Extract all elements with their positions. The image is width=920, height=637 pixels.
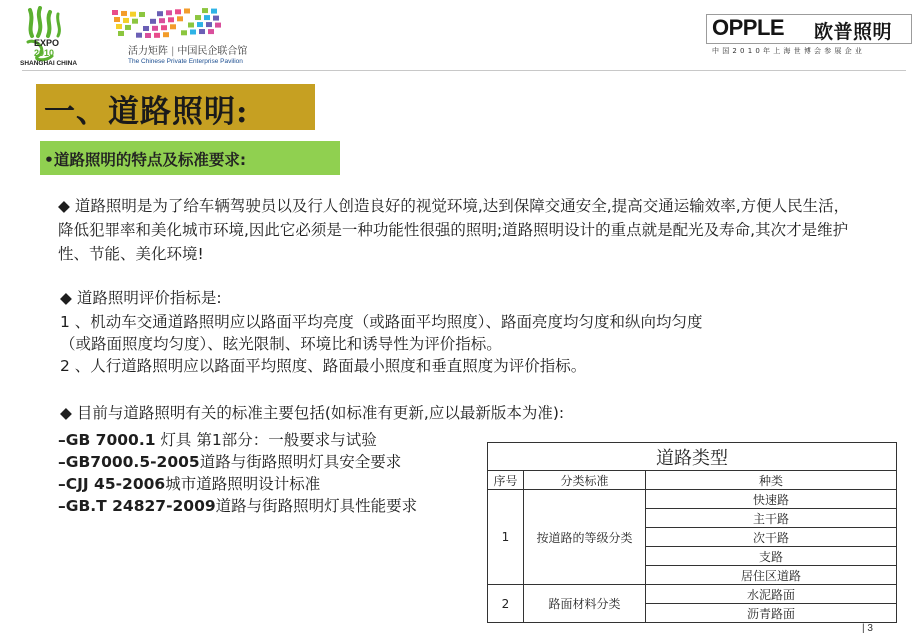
pavilion-dot <box>116 24 122 29</box>
pavilion-dot <box>184 8 190 13</box>
pavilion-name-cn: 活力矩阵 | 中国民企联合馆 <box>128 46 248 57</box>
road-type-table <box>487 442 897 623</box>
evaluation-item-1-cont: （或路面照度均匀度）、眩光限制、环境比和诱导性为评价指标。 <box>60 335 502 353</box>
pavilion-dot <box>139 12 145 17</box>
intro-paragraph: ◆ 道路照明是为了给车辆驾驶员以及行人创造良好的视觉环境,达到保障交通安全,提高交通运输效率,方便人民生活，降低犯罪率和美化城市环境,因此它必须是一种功能性很强的照明;道路照明设计的重点就是配光及寿命,其次才是维护性、节能、美化环境! <box>58 197 850 263</box>
pavilion-dot <box>121 11 127 16</box>
pavilion-dot <box>168 17 174 22</box>
pavilion-dot <box>136 33 142 38</box>
standard-item: –GB7000.5-2005道路与街路照明灯具安全要求 <box>58 453 402 471</box>
pavilion-dot <box>112 10 118 15</box>
page-number: | 3 <box>862 623 873 634</box>
standard-item: –CJJ 45-2006城市道路照明设计标准 <box>58 475 321 493</box>
table-header-cell: 序号 <box>488 471 524 490</box>
road-type-cell: 居住区道路 <box>646 566 897 585</box>
group-criterion: 按道路的等级分类 <box>524 490 646 585</box>
pavilion-dot <box>152 26 158 31</box>
pavilion-dot <box>181 30 187 35</box>
opple-brand-en: OPPLE <box>712 15 785 40</box>
table-header-cell: 分类标准 <box>524 471 646 490</box>
pavilion-dot <box>132 19 138 24</box>
road-type-cell: 水泥路面 <box>646 585 897 604</box>
pavilion-dot <box>154 33 160 38</box>
expo-2010-logo <box>22 6 92 68</box>
evaluation-heading: ◆ 道路照明评价指标是: <box>60 289 222 307</box>
pavilion-dot <box>150 19 156 24</box>
evaluation-item-1: 1 、机动车交通道路照明应以路面平均亮度（或路面平均照度）、路面亮度均匀度和纵向均匀度 <box>60 313 703 331</box>
table-row <box>488 585 897 604</box>
standard-item: –GB 7000.1 灯具 第1部分：一般要求与试验 <box>58 431 377 449</box>
pavilion-dot <box>145 33 151 38</box>
evaluation-item-2: 2 、人行道路照明应以路面平均照度、路面最小照度和垂直照度为评价指标。 <box>60 357 587 375</box>
table-row <box>488 490 897 509</box>
pavilion-name-en: The Chinese Private Enterprise Pavilion <box>128 58 243 65</box>
group-number: 2 <box>488 585 524 623</box>
pavilion-dot <box>204 15 210 20</box>
pavilion-dot <box>206 22 212 27</box>
pavilion-dot <box>175 9 181 14</box>
pavilion-dot <box>125 25 131 30</box>
subtitle: •道路照明的特点及标准要求: <box>44 151 247 169</box>
pavilion-dot <box>166 10 172 15</box>
opple-brand-cn: 欧普照明 <box>814 21 893 43</box>
pavilion-dot <box>215 23 221 28</box>
pavilion-dot <box>143 26 149 31</box>
table-caption: 道路类型 <box>488 443 897 471</box>
group-criterion: 路面材料分类 <box>524 585 646 623</box>
standards-heading: ◆ 目前与道路照明有关的标准主要包括(如标准有更新,应以最新版本为准): <box>60 404 565 422</box>
expo-logo-text: EXPO 2010 <box>34 38 60 58</box>
pavilion-dot <box>190 29 196 34</box>
pavilion-dot <box>188 22 194 27</box>
pavilion-dot <box>123 18 129 23</box>
expo-subtitle: SHANGHAI CHINA <box>20 60 78 67</box>
pavilion-dot <box>163 32 169 37</box>
road-type-cell: 沥青路面 <box>646 604 897 623</box>
road-type-cell: 快速路 <box>646 490 897 509</box>
pavilion-dot <box>130 12 136 17</box>
pavilion-dot <box>208 29 214 34</box>
opple-tagline: 中国2010年上海世博会参展企业 <box>712 47 866 55</box>
section-title: 一、道路照明: <box>44 94 249 130</box>
pavilion-dot <box>157 11 163 16</box>
pavilion-dot <box>211 9 217 14</box>
header-divider <box>22 70 906 71</box>
pavilion-dot <box>199 29 205 34</box>
pavilion-dot <box>159 18 165 23</box>
pavilion-dot <box>213 16 219 21</box>
group-number: 1 <box>488 490 524 585</box>
pavilion-dot <box>161 25 167 30</box>
pavilion-dot <box>114 17 120 22</box>
road-type-cell: 主干路 <box>646 509 897 528</box>
pavilion-dot <box>118 31 124 36</box>
road-type-cell: 支路 <box>646 547 897 566</box>
pavilion-dot <box>197 22 203 27</box>
pavilion-logo-icon <box>108 8 226 42</box>
pavilion-dot <box>170 24 176 29</box>
pavilion-dot <box>202 8 208 13</box>
standard-item: –GB.T 24827-2009道路与街路照明灯具性能要求 <box>58 497 418 515</box>
road-type-cell: 次干路 <box>646 528 897 547</box>
table-header-cell: 种类 <box>646 471 897 490</box>
pavilion-dot <box>177 16 183 21</box>
table-header-row <box>488 471 897 490</box>
pavilion-dot <box>195 15 201 20</box>
